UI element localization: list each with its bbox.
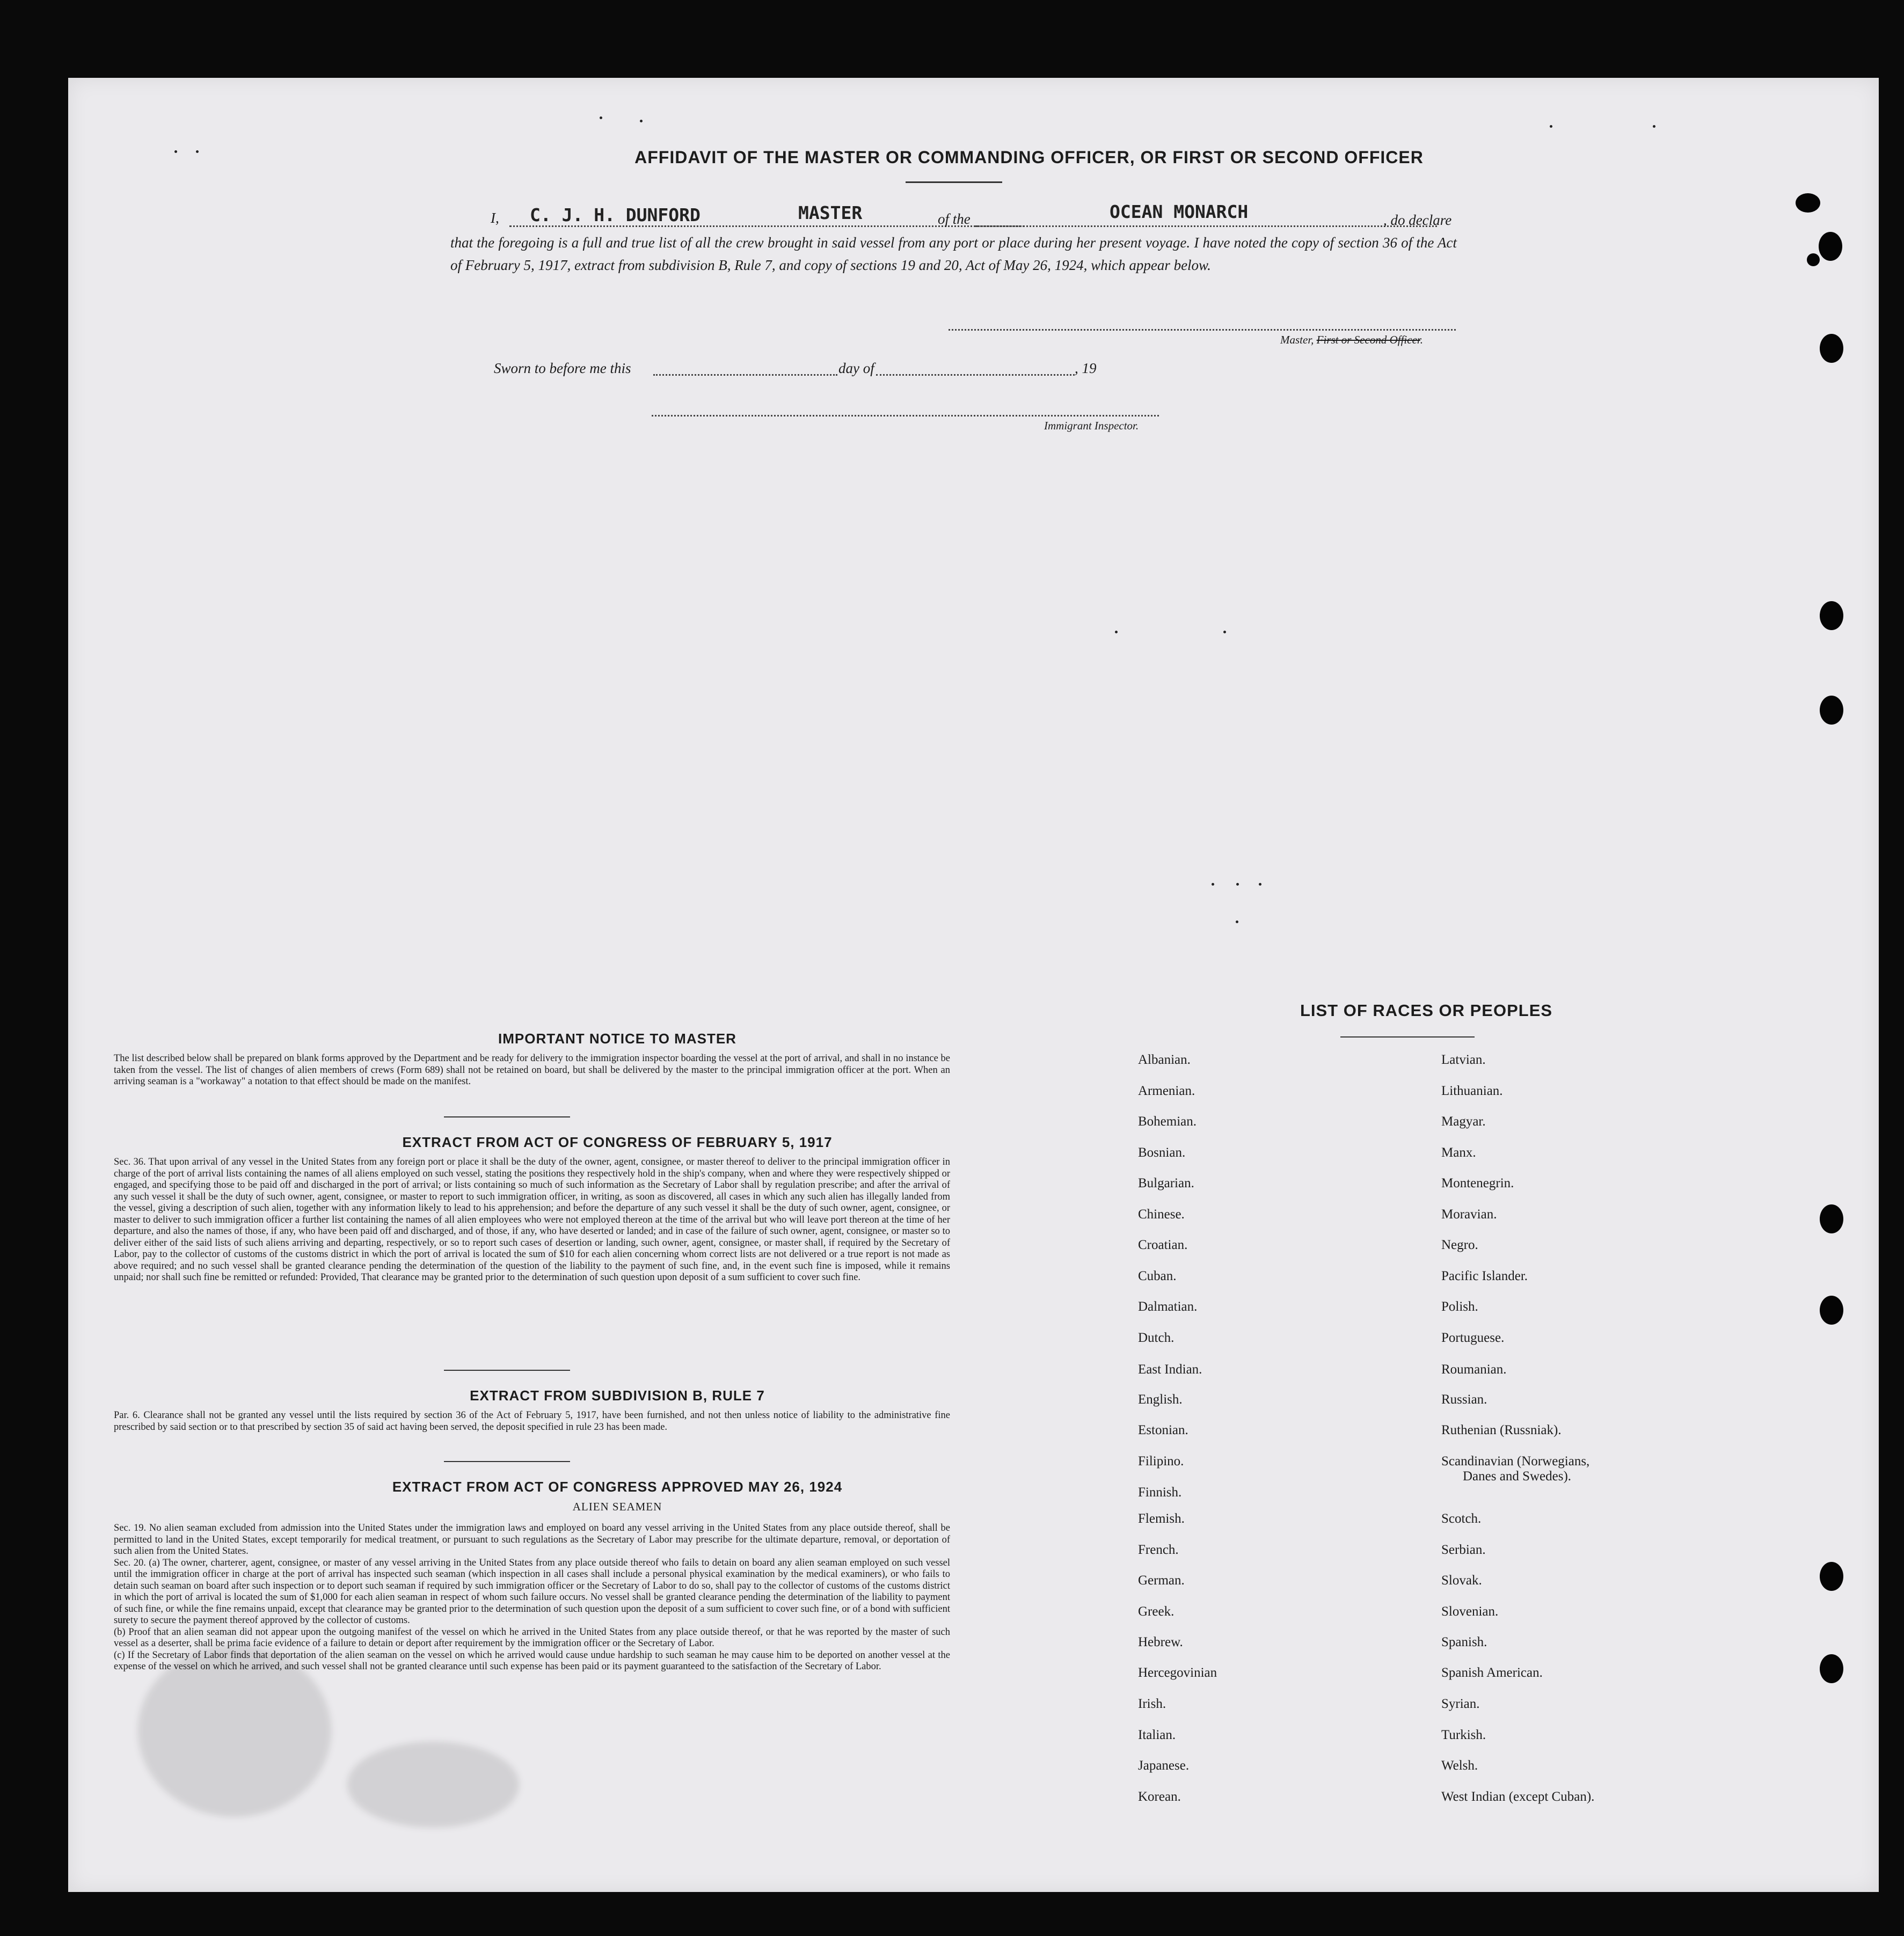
sec-20a-text: Sec. 20. (a) The owner, charterer, agent, consignee, or master of any vessel arriving in the United States from any place outside thereof who fails to detain on board any alien seaman employed on such vessel until the immigration officer in charge at the port of arrival has inspected such seaman (which inspection in all cases shall include a personal physical examination by the medical examiners), or who fails to detain such seaman on board after such inspection or to deport such seaman if required by such immigration officer or the Secretary of Labor to do so, shall pay to the collector of customs of the customs district in which the port of arrival is located the sum of $1,000 for each alien seaman in respect of whom such failure occurs. No vessel shall be granted clearance pending the determination of the liability to payment of such fine, or while the fine remains unpaid, except that clearance may be granted prior to the determination of such question upon the deposit of a sum sufficient to cover such fine, or of a bond with sufficient surety to secure the payment thereof approved by the collector of customs.: [114, 1557, 950, 1626]
signature-label-end: .: [1420, 333, 1423, 346]
race-item: Pacific Islander.: [1441, 1269, 1528, 1283]
extract-rule7-text: Par. 6. Clearance shall not be granted any vessel until the lists required by section 36 of the Act of February 5, 1917, have been furnished, and not then unless notice of liability to the administrative fine prescribed by said section or to that prescribed by section 35 of said act having been served, the deposit specified in rule 23 has been made.: [114, 1410, 950, 1433]
vessel-name: OCEAN MONARCH: [1110, 201, 1249, 222]
extract-rule7-heading: EXTRACT FROM SUBDIVISION B, RULE 7: [470, 1387, 765, 1404]
punch-hole: [1796, 193, 1820, 213]
race-item: Turkish.: [1441, 1728, 1486, 1742]
race-item: Manx.: [1441, 1145, 1476, 1160]
race-item: Syrian.: [1441, 1697, 1480, 1711]
race-item: Roumanian.: [1441, 1362, 1507, 1377]
race-item: Croatian.: [1138, 1238, 1188, 1252]
race-item: Finnish.: [1138, 1485, 1182, 1500]
extract-1917-text: Sec. 36. That upon arrival of any vessel in the United States from any foreign port or place it shall be the duty of the owner, agent, consignee, or master thereof to deliver to the principal immigration officer in charge of the port of arrival lists containing the names of all aliens employed on such vessel, stating the positions they respectively hold in the ship's company, when and where they were respectively shipped or engaged, and specifying those to be paid off and discharged in the port of arrival; or lists containing so much of such information as the Secretary of Labor shall by regulation prescribe; and after the arrival of any such vessel it shall be the duty of such owner, agent, consignee, or master to report to such immigration officer, in writing, as soon as discovered, all cases in which any such alien has illegally landed from the vessel, giving a description of such alien, together with any information likely to lead to his apprehension; and before the departure of any such vessel it shall be the duty of such owner, agent, consignee, or master to deliver to such immigration officer a further list containing the names of all alien employees who were not employed thereon at the time of the arrival but who will leave port thereon at the time of her departure, and also the names of those, if any, who have been paid off and discharged, and of those, if any, who have deserted or landed; and in case of the failure of such owner, agent, consignee, or master so to deliver either of the said lists of such aliens arriving and departing, respectively, or so to report such cases of desertion or landing, such owner, agent, consignee, or master shall, if required by the Secretary of Labor, pay to the collector of customs of the customs district in which the port of arrival is located the sum of $10 for each alien concerning whom correct lists are not delivered or a true report is not made as above required; and no such vessel shall be granted clearance pending the determination of the question of the liability to the payment of such fine, and, in the event such fine is imposed, while it remains unpaid; nor shall such fine be remitted or refunded: Provided, That clearance may be granted prior to the determination of such question upon deposit of a sum sufficient to cover such fine.: [114, 1157, 950, 1283]
race-item: Filipino.: [1138, 1454, 1184, 1469]
punch-hole: [1820, 1654, 1843, 1683]
race-item: Cuban.: [1138, 1269, 1177, 1283]
notice-text: The list described below shall be prepared on blank forms approved by the Department and be ready for delivery to the immigration inspector boarding the vessel at the port of arrival, and shall in no instance be taken from the vessel. The list of changes of alien members of crews (Form 689) shall not be retained on board, but shall be delivered by the master to the principal immigration officer at the port. When an arriving seaman is a "workaway" a notation to that effect should be made on the manifest.: [114, 1053, 950, 1087]
speck: [640, 120, 643, 122]
extract-1917-heading: EXTRACT FROM ACT OF CONGRESS OF FEBRUARY 5, 1917: [402, 1134, 833, 1150]
speck: [1115, 631, 1118, 633]
vessel-line: [975, 225, 1437, 227]
race-item: Latvian.: [1441, 1053, 1486, 1067]
master-rank: MASTER: [798, 202, 863, 223]
race-item: Moravian.: [1441, 1207, 1497, 1222]
affidavit-prefix: I,: [491, 210, 499, 226]
race-item: Danes and Swedes).: [1463, 1469, 1572, 1484]
race-item: Negro.: [1441, 1238, 1478, 1252]
race-item: Hercegovinian: [1138, 1665, 1217, 1680]
race-item: Slovenian.: [1441, 1604, 1499, 1619]
extract-1924-heading: EXTRACT FROM ACT OF CONGRESS APPROVED MAY 26, 1924: [392, 1479, 843, 1495]
sec-20c-text: (c) If the Secretary of Labor finds that deportation of the alien seaman on the vessel on which he arrived would cause undue hardship to such seaman he may cause him to be deported on another vessel at the expense of the vessel on which he arrived, and such vessel shall not be granted clearance until such expense has been paid or its payment guaranteed to the satisfaction of the Secretary of Labor.: [114, 1649, 950, 1672]
signature-label-master: Master,: [1280, 333, 1314, 346]
race-item: Serbian.: [1441, 1543, 1486, 1557]
signature-label-struck: First or Second Officer: [1316, 333, 1420, 346]
race-item: Bulgarian.: [1138, 1176, 1194, 1190]
affidavit-heading: AFFIDAVIT OF THE MASTER OR COMMANDING OFFICER, OR FIRST OR SECOND OFFICER: [634, 148, 1424, 167]
race-item: Bohemian.: [1138, 1114, 1197, 1129]
year-label: , 19: [1075, 360, 1097, 376]
race-item: Bosnian.: [1138, 1145, 1186, 1160]
speck: [1223, 631, 1226, 633]
speck: [174, 150, 177, 153]
race-item: Dutch.: [1138, 1331, 1175, 1345]
race-item: Flemish.: [1138, 1511, 1185, 1526]
race-item: Scandinavian (Norwegians,: [1441, 1454, 1590, 1469]
race-item: German.: [1138, 1573, 1185, 1588]
race-item: Albanian.: [1138, 1053, 1191, 1067]
race-item: Magyar.: [1441, 1114, 1486, 1129]
race-item: Polish.: [1441, 1299, 1478, 1314]
race-item: Ruthenian (Russniak).: [1441, 1423, 1562, 1437]
do-declare: , do declare: [1383, 212, 1452, 228]
race-item: Irish.: [1138, 1697, 1166, 1711]
speck: [600, 116, 602, 119]
race-item: Dalmatian.: [1138, 1299, 1198, 1314]
signature-label: [1280, 333, 1423, 347]
race-item: East Indian.: [1138, 1362, 1202, 1377]
divider-rule7: [444, 1370, 570, 1371]
speck: [1653, 125, 1655, 128]
sworn-day-line: [653, 374, 837, 376]
sec-19-text: Sec. 19. No alien seaman excluded from admission into the United States under the immigration laws and employed on board any vessel arriving in the United States from any place outside thereof, shall be permitted to land in the United States, except temporarily for medical treatment, or pursuant to such regulations as the Secretary of Labor may prescribe for the ultimate departure, removal, or deportation of such alien from the United States.: [114, 1523, 950, 1557]
race-item: Chinese.: [1138, 1207, 1185, 1222]
ink-smudge: [138, 1645, 331, 1817]
race-item: Japanese.: [1138, 1758, 1190, 1773]
speck: [196, 150, 199, 153]
race-item: Russian.: [1441, 1392, 1487, 1407]
signature-line: [949, 329, 1456, 331]
document-page: [68, 78, 1879, 1892]
day-of-label: day of: [838, 360, 874, 376]
race-item: Estonian.: [1138, 1423, 1188, 1437]
of-the-label: of the: [938, 211, 971, 227]
speck: [1236, 920, 1238, 923]
races-divider: [1340, 1036, 1475, 1038]
speck: [1550, 125, 1552, 128]
race-item: French.: [1138, 1543, 1179, 1557]
notice-heading: IMPORTANT NOTICE TO MASTER: [498, 1031, 736, 1047]
inspector-line: [652, 415, 1159, 417]
race-item: Italian.: [1138, 1728, 1176, 1742]
races-heading: LIST OF RACES OR PEOPLES: [1300, 1001, 1553, 1020]
punch-hole: [1807, 253, 1820, 266]
sworn-text: Sworn to before me this: [494, 360, 631, 376]
divider-1924: [444, 1461, 570, 1462]
race-item: Armenian.: [1138, 1084, 1195, 1098]
alien-seamen-subheading: ALIEN SEAMEN: [572, 1500, 662, 1513]
race-item: Portuguese.: [1441, 1331, 1505, 1345]
race-item: Greek.: [1138, 1604, 1175, 1619]
race-item: Slovak.: [1441, 1573, 1482, 1588]
master-name: C. J. H. DUNFORD: [530, 204, 701, 225]
punch-hole: [1820, 1204, 1843, 1233]
race-item: Welsh.: [1441, 1758, 1478, 1773]
race-item: Spanish.: [1441, 1635, 1487, 1649]
inspector-label: Immigrant Inspector.: [1044, 419, 1139, 432]
race-item: Spanish American.: [1441, 1665, 1543, 1680]
ink-smudge: [347, 1742, 519, 1828]
punch-hole: [1820, 1562, 1843, 1591]
race-item: Korean.: [1138, 1789, 1181, 1804]
divider-1917: [444, 1116, 570, 1117]
sworn-month-line: [876, 374, 1075, 376]
speck: [1236, 883, 1239, 886]
speck: [1212, 883, 1214, 886]
race-item: English.: [1138, 1392, 1183, 1407]
sec-20b-text: (b) Proof that an alien seaman did not appear upon the outgoing manifest of the vessel on which he arrived in the United States from any place outside thereof, or that he was reported by the master of such vessel as a deserter, shall be prima facie evidence of a failure to detain or deport after requirement by the immigration officer or the Secretary of Labor.: [114, 1626, 950, 1649]
heading-divider: [906, 181, 1002, 183]
punch-hole: [1819, 232, 1842, 261]
race-item: Hebrew.: [1138, 1635, 1183, 1649]
race-item: Scotch.: [1441, 1511, 1482, 1526]
race-item: Montenegrin.: [1441, 1176, 1514, 1190]
punch-hole: [1820, 1296, 1843, 1325]
race-item: Lithuanian.: [1441, 1084, 1503, 1098]
punch-hole: [1820, 696, 1843, 725]
race-item: West Indian (except Cuban).: [1441, 1789, 1595, 1804]
punch-hole: [1820, 334, 1843, 363]
speck: [1259, 883, 1261, 886]
punch-hole: [1820, 601, 1843, 630]
affidavit-body: that the foregoing is a full and true list of all the crew brought in said vessel from any port or place during her present voyage. I have noted the copy of section 36 of the Act of February 5, 1917, extract from subdivision B, Rule 7, and copy of sections 19 and 20, Act of May 26, 1924, which appear below.: [450, 235, 1457, 273]
